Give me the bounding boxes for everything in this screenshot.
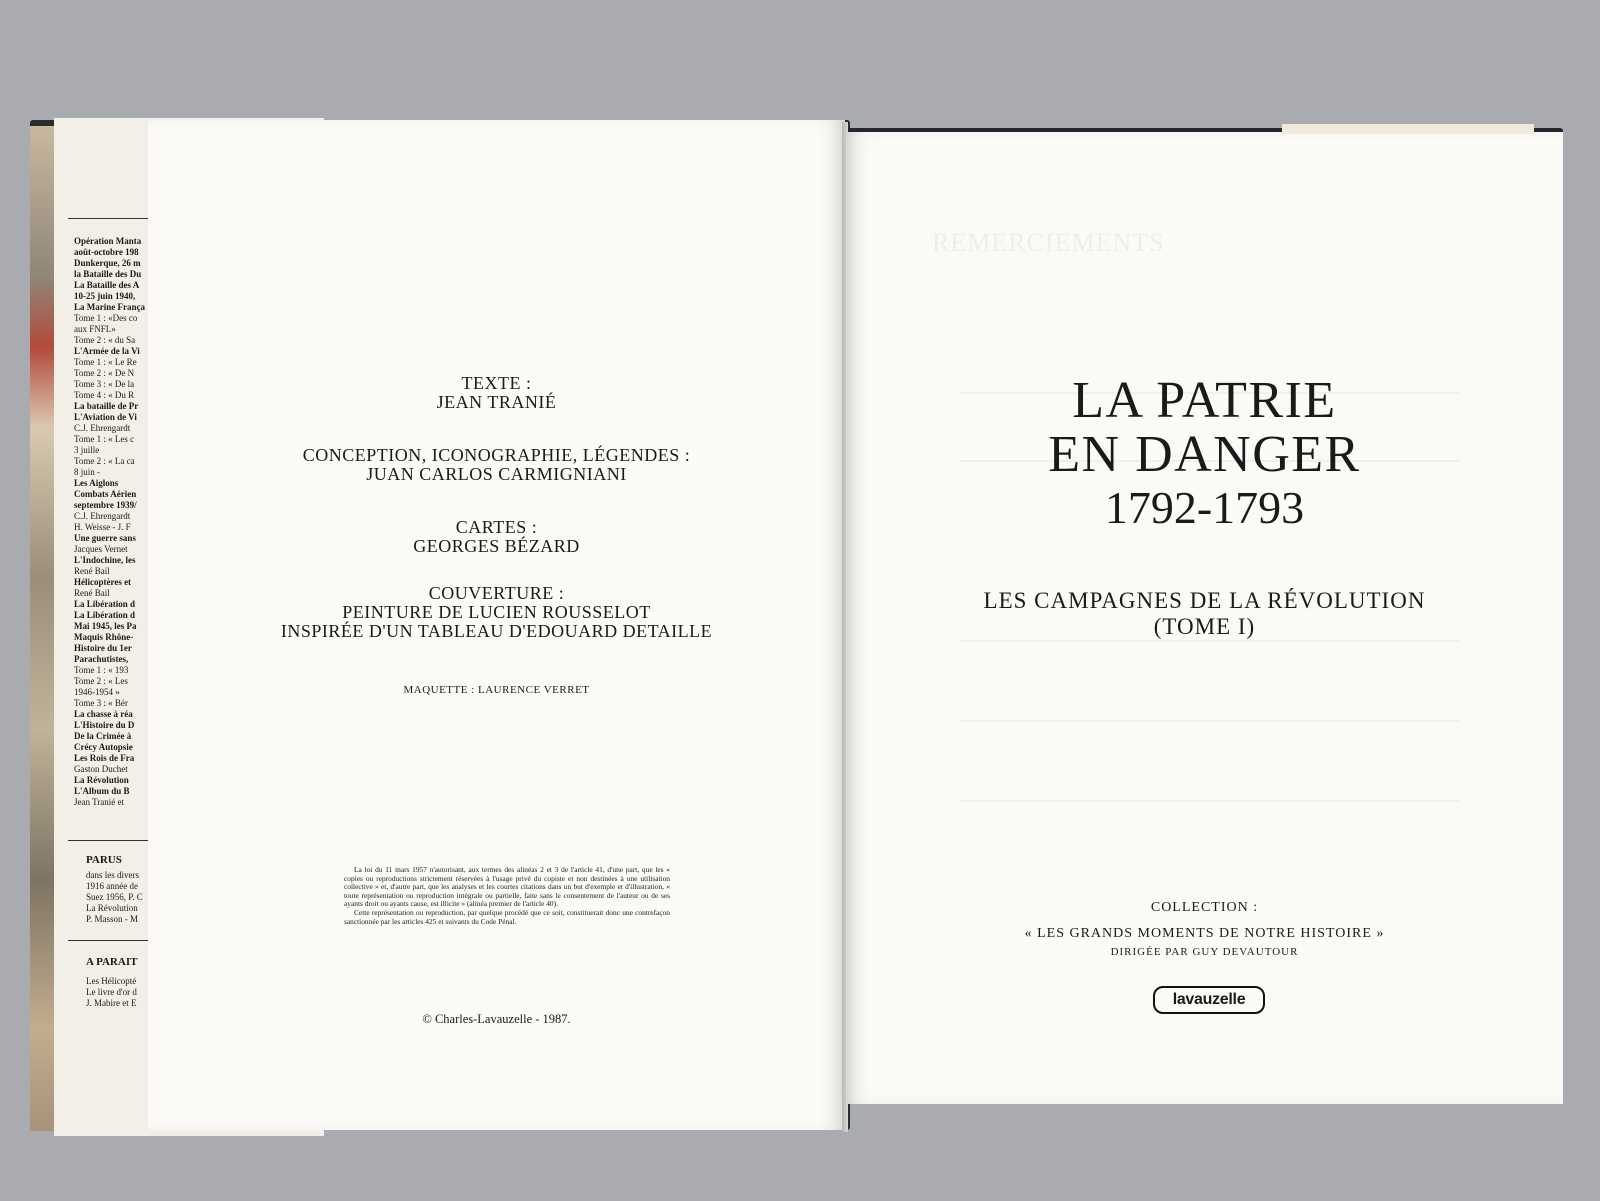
flap-list-item: dans les divers	[86, 870, 139, 880]
flap-list-item: aux FNFL»	[74, 324, 116, 334]
flap-list-item: Tome 3 : « Bér	[74, 698, 128, 708]
flap-list-item: Histoire du 1er	[74, 643, 132, 653]
flap-list-item: Mai 1945, les Pa	[74, 621, 137, 631]
credit-label: COUVERTURE :	[428, 583, 565, 603]
flap-list-item: Jacques Vernet	[74, 544, 128, 554]
flap-list-item: Tome 4 : « Du R	[74, 390, 135, 400]
flap-aparaitre-heading: A PARAIT	[86, 956, 138, 968]
credit-label: CONCEPTION, ICONOGRAPHIE, LÉGENDES :	[302, 445, 691, 465]
credit-couverture	[148, 584, 845, 641]
credit-value: GEORGES BÉZARD	[413, 536, 580, 556]
title-line: LA PATRIE	[1072, 372, 1337, 429]
flap-list-item: Tome 1 : « Les c	[74, 434, 135, 444]
flap-parus-heading: PARUS	[86, 854, 122, 866]
credit-conception	[148, 446, 845, 484]
book-title	[846, 374, 1563, 482]
flap-list-item: 10-25 juin 1940,	[74, 291, 136, 301]
flap-list-item: 3 juille	[74, 445, 100, 455]
flap-list-item: Crécy Autopsie	[74, 742, 133, 752]
flap-list-item: L'Armée de la Vi	[74, 346, 140, 356]
collection-director: DIRIGÉE PAR GUY DEVAUTOUR	[1110, 946, 1299, 958]
flap-list-item: Le livre d'or d	[86, 987, 137, 997]
collection-label: COLLECTION :	[1150, 900, 1259, 915]
flap-list-item: La Bataille des A	[74, 280, 140, 290]
title-line: EN DANGER	[1048, 426, 1361, 483]
flap-list-item: C.J. Ehrengardt	[74, 511, 131, 521]
collection-name: « LES GRANDS MOMENTS DE NOTRE HISTOIRE »	[1024, 926, 1385, 941]
flap-list-item: Tome 2 : « De N	[74, 368, 135, 378]
legal-paragraph: Cette représentation ou reproduction, par quelque procédé que ce soit, constituerait donc une contrefaçon sanctionnée par les articles 425 et suivants du Code Pénal.	[344, 907, 670, 926]
flap-list-item: Tome 3 : « De la	[74, 379, 135, 389]
flap-list-item: la Bataille des Du	[74, 269, 142, 279]
flap-list-item: La Libération d	[74, 610, 136, 620]
credit-label: TEXTE :	[461, 373, 532, 393]
publisher-logo: lavauzelle	[1153, 986, 1265, 1014]
flap-list-item: 1916 année de	[86, 881, 138, 891]
flap-list-item: Suez 1956, P. C	[86, 892, 143, 902]
flap-list-item: Gaston Duchet	[74, 764, 128, 774]
flap-list-item: L'Aviation de Vi	[74, 412, 137, 422]
flap-list-item: De la Crimée à	[74, 731, 132, 741]
flap-list-item: 1946-1954 »	[74, 687, 120, 697]
flap-list-item: La Révolution	[86, 903, 138, 913]
book-subtitle	[846, 588, 1563, 640]
flap-list-item: Tome 2 : « du Sa	[74, 335, 136, 345]
legal-notice	[344, 866, 670, 926]
flap-list-item: Tome 1 : «Des co	[74, 313, 138, 323]
flap-list-item: septembre 1939/	[74, 500, 137, 510]
flap-list-item: H. Weisse - J. F	[74, 522, 131, 532]
jacket-edge	[1282, 124, 1534, 134]
copyright-line: © Charles-Lavauzelle - 1987.	[422, 1012, 571, 1026]
subtitle-line: LES CAMPAGNES DE LA RÉVOLUTION	[983, 588, 1426, 613]
credit-value: JEAN TRANIÉ	[436, 392, 557, 412]
flap-list-item: P. Masson - M	[86, 914, 139, 924]
flap-list-item: Les Aiglons	[74, 478, 119, 488]
flap-list-item: Hélicoptères et	[74, 577, 132, 587]
flap-list-item: René Bail	[74, 566, 110, 576]
credit-cartes	[148, 518, 845, 556]
credit-value: PEINTURE DE LUCIEN ROUSSELOT	[342, 602, 651, 622]
flap-list-item: L'Indochine, les	[74, 555, 136, 565]
flap-list-item: Opération Manta	[74, 236, 142, 246]
flap-list-item: René Bail	[74, 588, 110, 598]
flap-list-item: La Révolution	[74, 775, 129, 785]
flap-list-item: Maquis Rhône-	[74, 632, 134, 642]
flap-list-item: J. Mabire et E	[86, 998, 137, 1008]
show-through-text	[960, 640, 1460, 642]
flap-list-item: août-octobre 198	[74, 247, 139, 257]
flap-list-item: Une guerre sans	[74, 533, 136, 543]
flap-list-item: 8 juin -	[74, 467, 100, 477]
flap-list-item: L'Album du B	[74, 786, 130, 796]
flap-list-item: La Marine França	[74, 302, 145, 312]
credit-value: INSPIRÉE D'UN TABLEAU D'EDOUARD DETAILLE	[280, 621, 713, 641]
jacket-spine-illustration	[30, 126, 56, 1131]
flap-list-item: La chasse à réa	[74, 709, 133, 719]
credit-label: CARTES :	[455, 517, 538, 537]
flap-list-item: La bataille de Pr	[74, 401, 139, 411]
show-through-text	[960, 800, 1460, 802]
flap-list-item: Les Hélicopté	[86, 976, 137, 986]
show-through-heading: REMERCIEMENTS	[932, 228, 1165, 257]
flap-list-item: Tome 2 : « La ca	[74, 456, 135, 466]
book-years: 1792-1793	[1104, 482, 1305, 533]
flap-list-item: Jean Tranié et	[74, 797, 124, 807]
flap-list-item: Tome 1 : « Le Re	[74, 357, 137, 367]
credit-texte	[148, 374, 845, 412]
flap-list-item: Dunkerque, 26 m	[74, 258, 141, 268]
flap-list-item: Parachutistes,	[74, 654, 129, 664]
legal-paragraph: La loi du 11 mars 1957 n'autorisant, aux termes des alinéas 2 et 3 de l'article 41, d'une part, que les « copies ou reproductions strictement réservées à l'usage privé du copiste et non destinées à une utilisation collective » et, d'autre part, que les analyses et les courtes citations dans un but d'exemple et d'illustration, « toute représentation ou reproduction intégrale ou partielle, faite sans le consentement de l'auteur ou de ses ayants droit ou ayants cause, est illicite » (alinéa premier de l'article 40).	[344, 865, 670, 909]
subtitle-line: (TOME I)	[1153, 614, 1256, 639]
flap-list-item: Les Rois de Fra	[74, 753, 135, 763]
flap-list-item: Tome 1 : « 193	[74, 665, 129, 675]
flap-list-item: Tome 2 : « Les	[74, 676, 128, 686]
credit-value: JUAN CARLOS CARMIGNIANI	[366, 464, 627, 484]
flap-list-item: L'Histoire du D	[74, 720, 135, 730]
flap-list-item: Combats Aérien	[74, 489, 137, 499]
credit-maquette: MAQUETTE : LAURENCE VERRET	[403, 684, 590, 696]
show-through-text	[960, 720, 1460, 722]
flap-list-item: La Libération d	[74, 599, 136, 609]
flap-list-item: C.J. Ehrengardt	[74, 423, 131, 433]
